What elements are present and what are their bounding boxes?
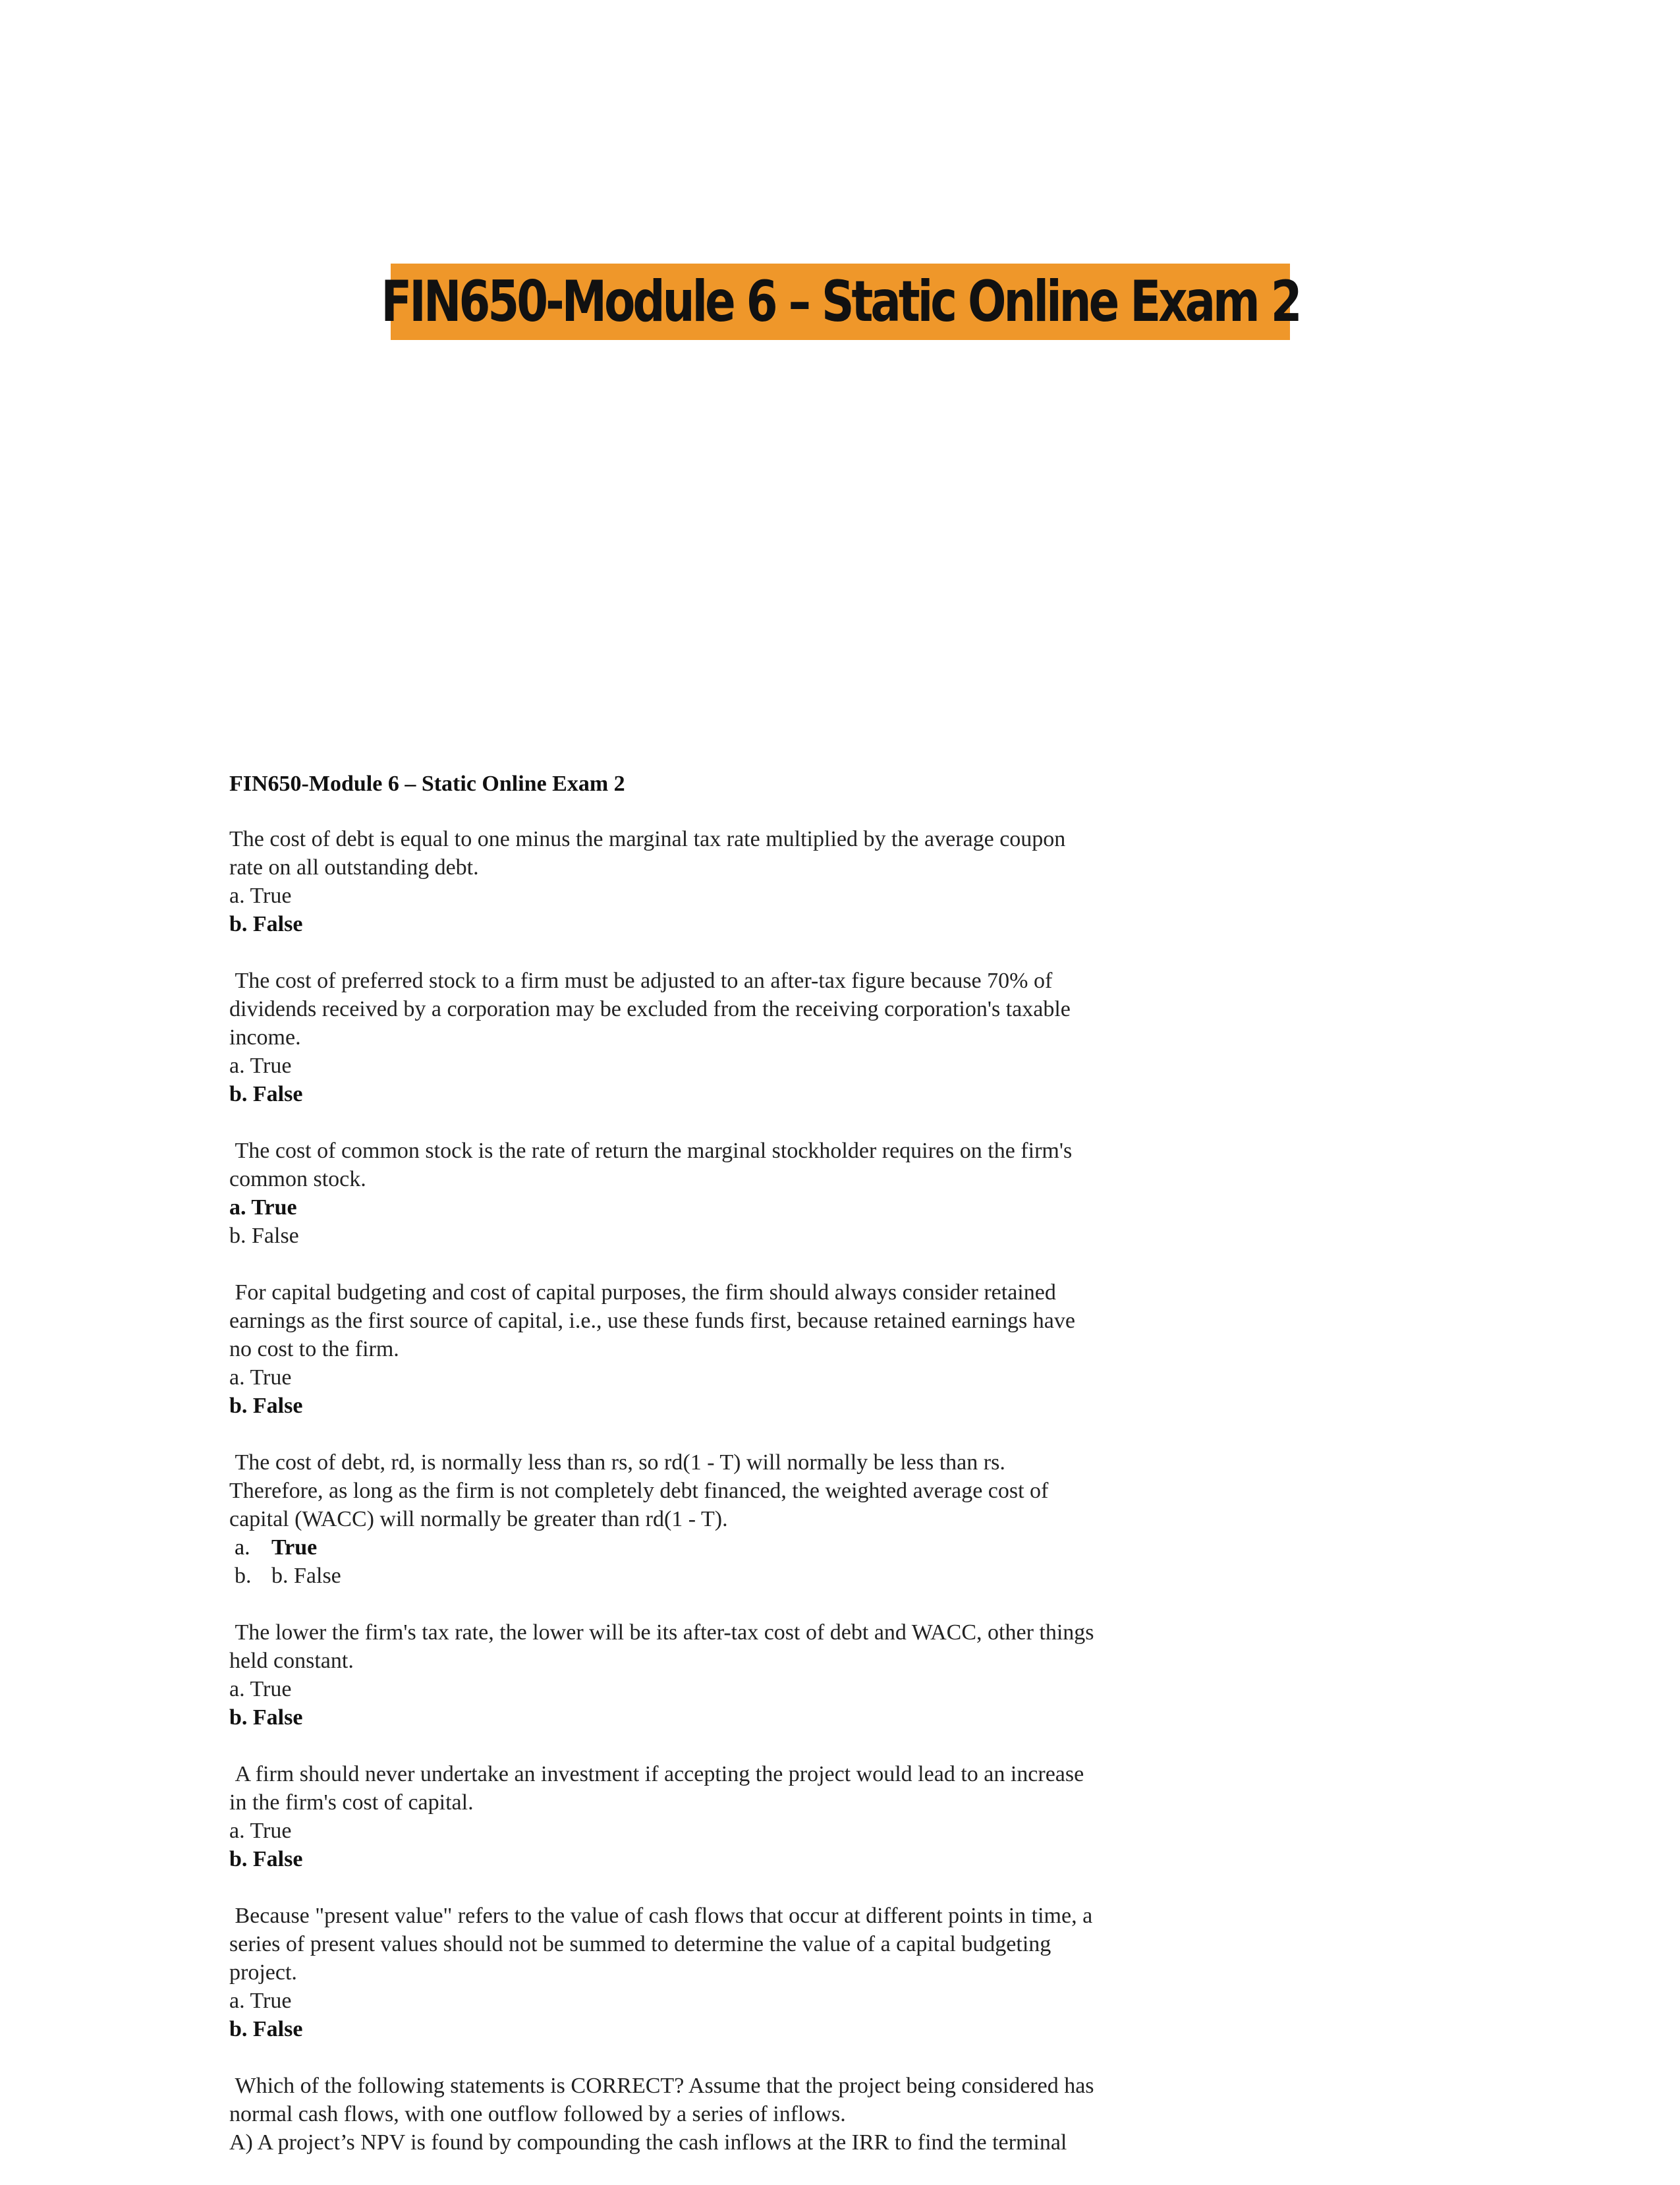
question-stem-line: dividends received by a corporation may be excluded from the receiving corporation's taxable xyxy=(229,997,1071,1021)
option-b: b. False xyxy=(229,1224,299,1248)
question-stem-line: The cost of debt is equal to one minus the marginal tax rate multiplied by the average coupon xyxy=(229,827,1066,851)
question-2 xyxy=(229,967,1204,1108)
question-stem-line: income. xyxy=(229,1025,301,1050)
banner-title: FIN650-Module 6 – Static Online Exam 2 xyxy=(381,269,1300,335)
option-b xyxy=(229,1562,1204,1590)
question-stem-line: Because "present value" refers to the value of cash flows that occur at different points in time, a xyxy=(229,1904,1093,1928)
question-stem-line: no cost to the firm. xyxy=(229,1337,399,1361)
question-stem-line: The cost of common stock is the rate of return the marginal stockholder requires on the firm's xyxy=(229,1139,1073,1163)
question-stem-line: held constant. xyxy=(229,1649,354,1673)
question-stem-line: For capital budgeting and cost of capital purposes, the firm should always consider retained xyxy=(229,1280,1056,1305)
question-stem-line: normal cash flows, with one outflow followed by a series of inflows. xyxy=(229,2102,846,2126)
question-stem-line: Therefore, as long as the firm is not completely debt financed, the weighted average cost of xyxy=(229,1479,1049,1503)
question-stem-line: in the firm's cost of capital. xyxy=(229,1790,474,1815)
exam-title-banner xyxy=(381,264,1300,340)
option-text: True xyxy=(271,1535,318,1560)
option-a-correct xyxy=(229,1533,1204,1562)
question-stem-line: capital (WACC) will normally be greater than rd(1 - T). xyxy=(229,1507,728,1531)
option-b-correct: b. False xyxy=(229,1082,303,1106)
exam-document xyxy=(229,770,1204,2185)
document-title: FIN650-Module 6 – Static Online Exam 2 xyxy=(229,772,625,796)
question-3 xyxy=(229,1137,1204,1250)
option-a-correct: a. True xyxy=(229,1195,297,1220)
question-6 xyxy=(229,1618,1204,1732)
option-label: b. xyxy=(235,1564,252,1588)
question-4 xyxy=(229,1278,1204,1420)
question-1 xyxy=(229,825,1204,938)
option-b-correct: b. False xyxy=(229,1705,303,1730)
question-stem-line: A firm should never undertake an investment if accepting the project would lead to an increase xyxy=(229,1762,1084,1786)
question-stem-line: The cost of preferred stock to a firm must be adjusted to an after-tax figure because 70% of xyxy=(229,969,1053,993)
option-b-correct: b. False xyxy=(229,1847,303,1871)
question-stem-line: common stock. xyxy=(229,1167,366,1191)
question-stem-line: The lower the firm's tax rate, the lower will be its after-tax cost of debt and WACC, other things xyxy=(229,1620,1094,1645)
question-stem-line: project. xyxy=(229,1960,297,1985)
question-stem-line: Which of the following statements is CORRECT? Assume that the project being considered has xyxy=(229,2074,1094,2098)
option-a: a. True xyxy=(229,884,292,908)
question-stem-line: series of present values should not be summed to determine the value of a capital budgeting xyxy=(229,1932,1051,1956)
question-stem-line: rate on all outstanding debt. xyxy=(229,855,479,880)
option-a: a. True xyxy=(229,1365,292,1390)
option-a: a. True xyxy=(229,1054,292,1078)
question-stem-line: The cost of debt, rd, is normally less than rs, so rd(1 - T) will normally be less than rs. xyxy=(229,1450,1005,1475)
option-label: a. xyxy=(235,1535,250,1560)
question-8 xyxy=(229,1902,1204,2043)
question-stem-line: earnings as the first source of capital, i.e., use these funds first, because retained earnings have xyxy=(229,1309,1075,1333)
option-a: a. True xyxy=(229,1989,292,2013)
option-a: a. True xyxy=(229,1677,292,1701)
question-7 xyxy=(229,1760,1204,1873)
option-b-correct: b. False xyxy=(229,1394,303,1418)
question-9 xyxy=(229,2072,1204,2157)
option-a: a. True xyxy=(229,1819,292,1843)
question-stem-line: A) A project’s NPV is found by compounding the cash inflows at the IRR to find the terminal xyxy=(229,2130,1067,2155)
question-5 xyxy=(229,1448,1204,1590)
option-b-correct: b. False xyxy=(229,2017,303,2041)
option-b-correct: b. False xyxy=(229,912,303,936)
option-text: b. False xyxy=(271,1564,341,1588)
